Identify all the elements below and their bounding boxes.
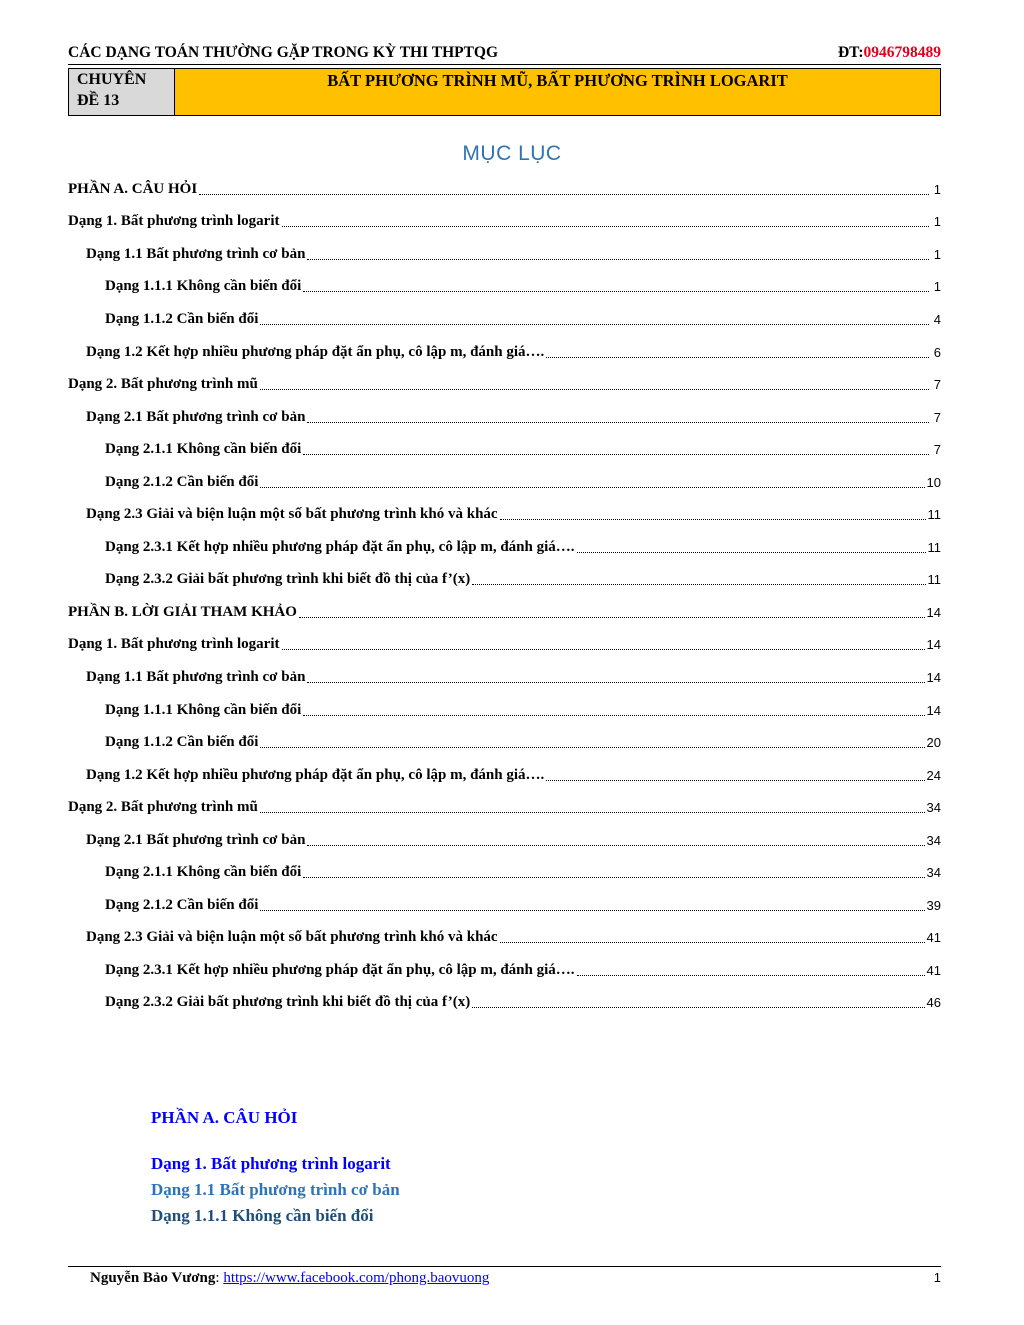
section-heading-dang-1-1: Dạng 1.1 Bất phương trình cơ bản	[151, 1180, 400, 1199]
toc-entry-text: Dạng 2.1 Bất phương trình cơ bản	[86, 408, 306, 425]
toc-entry[interactable]	[68, 726, 941, 759]
toc-entry[interactable]	[68, 238, 941, 271]
toc-dot-leader	[282, 649, 925, 650]
toc-entry[interactable]	[68, 987, 941, 1020]
toc-dot-leader	[303, 291, 929, 292]
toc-entry[interactable]	[68, 824, 941, 857]
toc-dot-leader	[260, 747, 924, 748]
toc-entry-page: 39	[926, 897, 941, 913]
chapter-title: BẤT PHƯƠNG TRÌNH MŨ, BẤT PHƯƠNG TRÌNH LOGARIT	[175, 69, 940, 115]
toc-entry-text: Dạng 1. Bất phương trình logarit	[68, 636, 280, 653]
toc-entry-text: Dạng 2. Bất phương trình mũ	[68, 799, 258, 816]
toc-entry[interactable]	[68, 206, 941, 239]
toc-entry-text: Dạng 1.2 Kết hợp nhiều phương pháp đặt ẩn phụ, cô lập m, đánh giá….	[86, 766, 545, 783]
toc-entry-page: 14	[926, 669, 941, 685]
chapter-banner	[68, 68, 941, 116]
toc-entry[interactable]	[68, 661, 941, 694]
toc-dot-leader	[307, 845, 924, 846]
toc-entry-page: 14	[926, 637, 941, 653]
toc-entry-page: 41	[926, 962, 941, 978]
toc-entry-page: 1	[933, 214, 941, 230]
toc-entry[interactable]	[68, 173, 941, 206]
toc-dot-leader	[307, 682, 924, 683]
footer-divider	[68, 1266, 941, 1267]
section-heading-part-a: PHẦN A. CÂU HỎI	[151, 1108, 298, 1127]
toc-entry-text: Dạng 2.1.2 Cần biến đổi	[105, 473, 259, 490]
toc-entry[interactable]	[68, 889, 941, 922]
toc-entry-page: 10	[926, 474, 941, 490]
toc-entry[interactable]	[68, 791, 941, 824]
toc-entry-text: Dạng 2.3.2 Giải bất phương trình khi biết đồ thị của f’(x)	[105, 994, 471, 1011]
toc-entry-page: 7	[933, 377, 941, 393]
toc-dot-leader	[303, 715, 924, 716]
section-heading-dang-1-1-1: Dạng 1.1.1 Không cần biến đổi	[151, 1206, 374, 1225]
toc-entry-page: 11	[927, 539, 941, 555]
toc-entry-text: Dạng 2. Bất phương trình mũ	[68, 376, 258, 393]
toc-entry-page: 46	[926, 995, 941, 1011]
toc-dot-leader	[577, 552, 926, 553]
toc-dot-leader	[546, 357, 929, 358]
toc-dot-leader	[500, 942, 925, 943]
phone-label: ĐT:	[837, 44, 864, 61]
toc-entry[interactable]	[68, 629, 941, 662]
header-phone	[838, 44, 941, 62]
toc-entry-text: Dạng 2.1 Bất phương trình cơ bản	[86, 831, 306, 848]
toc-entry[interactable]	[68, 694, 941, 727]
toc-entry[interactable]	[68, 596, 941, 629]
toc-dot-leader	[260, 324, 929, 325]
toc-dot-leader	[472, 584, 925, 585]
toc-entry[interactable]	[68, 922, 941, 955]
toc-title: MỤC LỤC	[462, 142, 562, 165]
toc-entry-text: Dạng 1. Bất phương trình logarit	[68, 213, 280, 230]
header-divider	[68, 64, 941, 65]
toc-entry-page: 7	[933, 442, 941, 458]
toc-entry-text: Dạng 1.1 Bất phương trình cơ bản	[86, 668, 306, 685]
toc-dot-leader	[303, 454, 929, 455]
toc-entry-text: Dạng 2.3.1 Kết hợp nhiều phương pháp đặt ẩn phụ, cô lập m, đánh giá….	[105, 961, 575, 978]
toc-dot-leader	[472, 1007, 924, 1008]
toc-entry-page: 14	[926, 702, 941, 718]
footer-separator: :	[215, 1270, 224, 1286]
toc-entry-page: 34	[926, 832, 941, 848]
toc-dot-leader	[199, 194, 929, 195]
toc-entry-text: Dạng 2.1.2 Cần biến đổi	[105, 896, 259, 913]
toc-dot-leader	[260, 487, 924, 488]
toc-entry[interactable]	[68, 433, 941, 466]
section-heading-dang-1: Dạng 1. Bất phương trình logarit	[151, 1154, 391, 1173]
toc-entry-page: 7	[933, 409, 941, 425]
toc-entry[interactable]	[68, 271, 941, 304]
chapter-label-line2: ĐỀ 13	[77, 92, 120, 109]
toc-entry[interactable]	[68, 531, 941, 564]
chapter-label	[69, 69, 175, 115]
page-footer	[90, 1270, 941, 1287]
toc-entry[interactable]	[68, 466, 941, 499]
toc-entry[interactable]	[68, 564, 941, 597]
toc-entry-page: 34	[926, 865, 941, 881]
toc-entry-text: Dạng 2.3.1 Kết hợp nhiều phương pháp đặt ẩn phụ, cô lập m, đánh giá….	[105, 538, 575, 555]
toc-entry[interactable]	[68, 336, 941, 369]
toc-entry[interactable]	[68, 368, 941, 401]
toc-entry-page: 11	[927, 572, 941, 588]
toc-dot-leader	[299, 617, 925, 618]
toc-dot-leader	[307, 259, 929, 260]
toc-entry-text: PHẦN A. CÂU HỎI	[68, 180, 198, 197]
toc-dot-leader	[303, 877, 924, 878]
footer-page-number: 1	[933, 1270, 941, 1285]
toc-entry-text: Dạng 1.1.2 Cần biến đổi	[105, 310, 259, 327]
toc-dot-leader	[500, 519, 926, 520]
toc-entry-page: 11	[927, 507, 941, 523]
footer-author: Nguyễn Bảo Vương	[90, 1270, 216, 1286]
toc-entry-text: Dạng 1.2 Kết hợp nhiều phương pháp đặt ẩn phụ, cô lập m, đánh giá….	[86, 343, 545, 360]
table-of-contents	[68, 173, 941, 1019]
toc-dot-leader	[307, 422, 929, 423]
chapter-label-line1: CHUYÊN	[77, 71, 147, 88]
toc-entry-text: Dạng 2.3.2 Giải bất phương trình khi biết đồ thị của f’(x)	[105, 571, 471, 588]
footer-facebook-link[interactable]: https://www.facebook.com/phong.baovuong	[223, 1270, 490, 1286]
toc-entry-text: Dạng 1.1.2 Cần biến đổi	[105, 734, 259, 751]
toc-entry-page: 4	[933, 311, 941, 327]
toc-dot-leader	[282, 226, 929, 227]
toc-entry-page: 41	[926, 930, 941, 946]
toc-entry-page: 20	[926, 735, 941, 751]
toc-entry[interactable]	[68, 954, 941, 987]
toc-entry[interactable]	[68, 856, 941, 889]
toc-dot-leader	[260, 389, 929, 390]
toc-entry-page: 14	[926, 604, 941, 620]
toc-entry-text: PHẦN B. LỜI GIẢI THAM KHẢO	[68, 603, 297, 620]
toc-dot-leader	[260, 812, 925, 813]
toc-entry-text: Dạng 2.1.1 Không cần biến đổi	[105, 864, 302, 881]
toc-entry-page: 24	[926, 767, 941, 783]
toc-dot-leader	[577, 975, 925, 976]
toc-entry[interactable]	[68, 303, 941, 336]
toc-entry-text: Dạng 1.1.1 Không cần biến đổi	[105, 278, 302, 295]
running-header	[68, 44, 941, 64]
header-title: CÁC DẠNG TOÁN THƯỜNG GẶP TRONG KỲ THI THPTQG	[68, 44, 499, 61]
toc-entry-page: 34	[926, 800, 941, 816]
toc-entry[interactable]	[68, 401, 941, 434]
toc-dot-leader	[260, 910, 924, 911]
toc-entry-text: Dạng 2.3 Giải và biện luận một số bất phương trình khó và khác	[86, 506, 498, 523]
toc-entry-text: Dạng 1.1 Bất phương trình cơ bản	[86, 245, 306, 262]
toc-entry-page: 1	[933, 181, 941, 197]
toc-entry[interactable]	[68, 498, 941, 531]
phone-number: 0946798489	[863, 44, 941, 61]
toc-entry-page: 6	[933, 344, 941, 360]
toc-entry-page: 1	[933, 246, 941, 262]
toc-entry-text: Dạng 2.3 Giải và biện luận một số bất phương trình khó và khác	[86, 929, 498, 946]
toc-entry-text: Dạng 1.1.1 Không cần biến đổi	[105, 701, 302, 718]
toc-entry-page: 1	[933, 279, 941, 295]
toc-dot-leader	[546, 780, 924, 781]
toc-entry[interactable]	[68, 759, 941, 792]
toc-entry-text: Dạng 2.1.1 Không cần biến đổi	[105, 441, 302, 458]
